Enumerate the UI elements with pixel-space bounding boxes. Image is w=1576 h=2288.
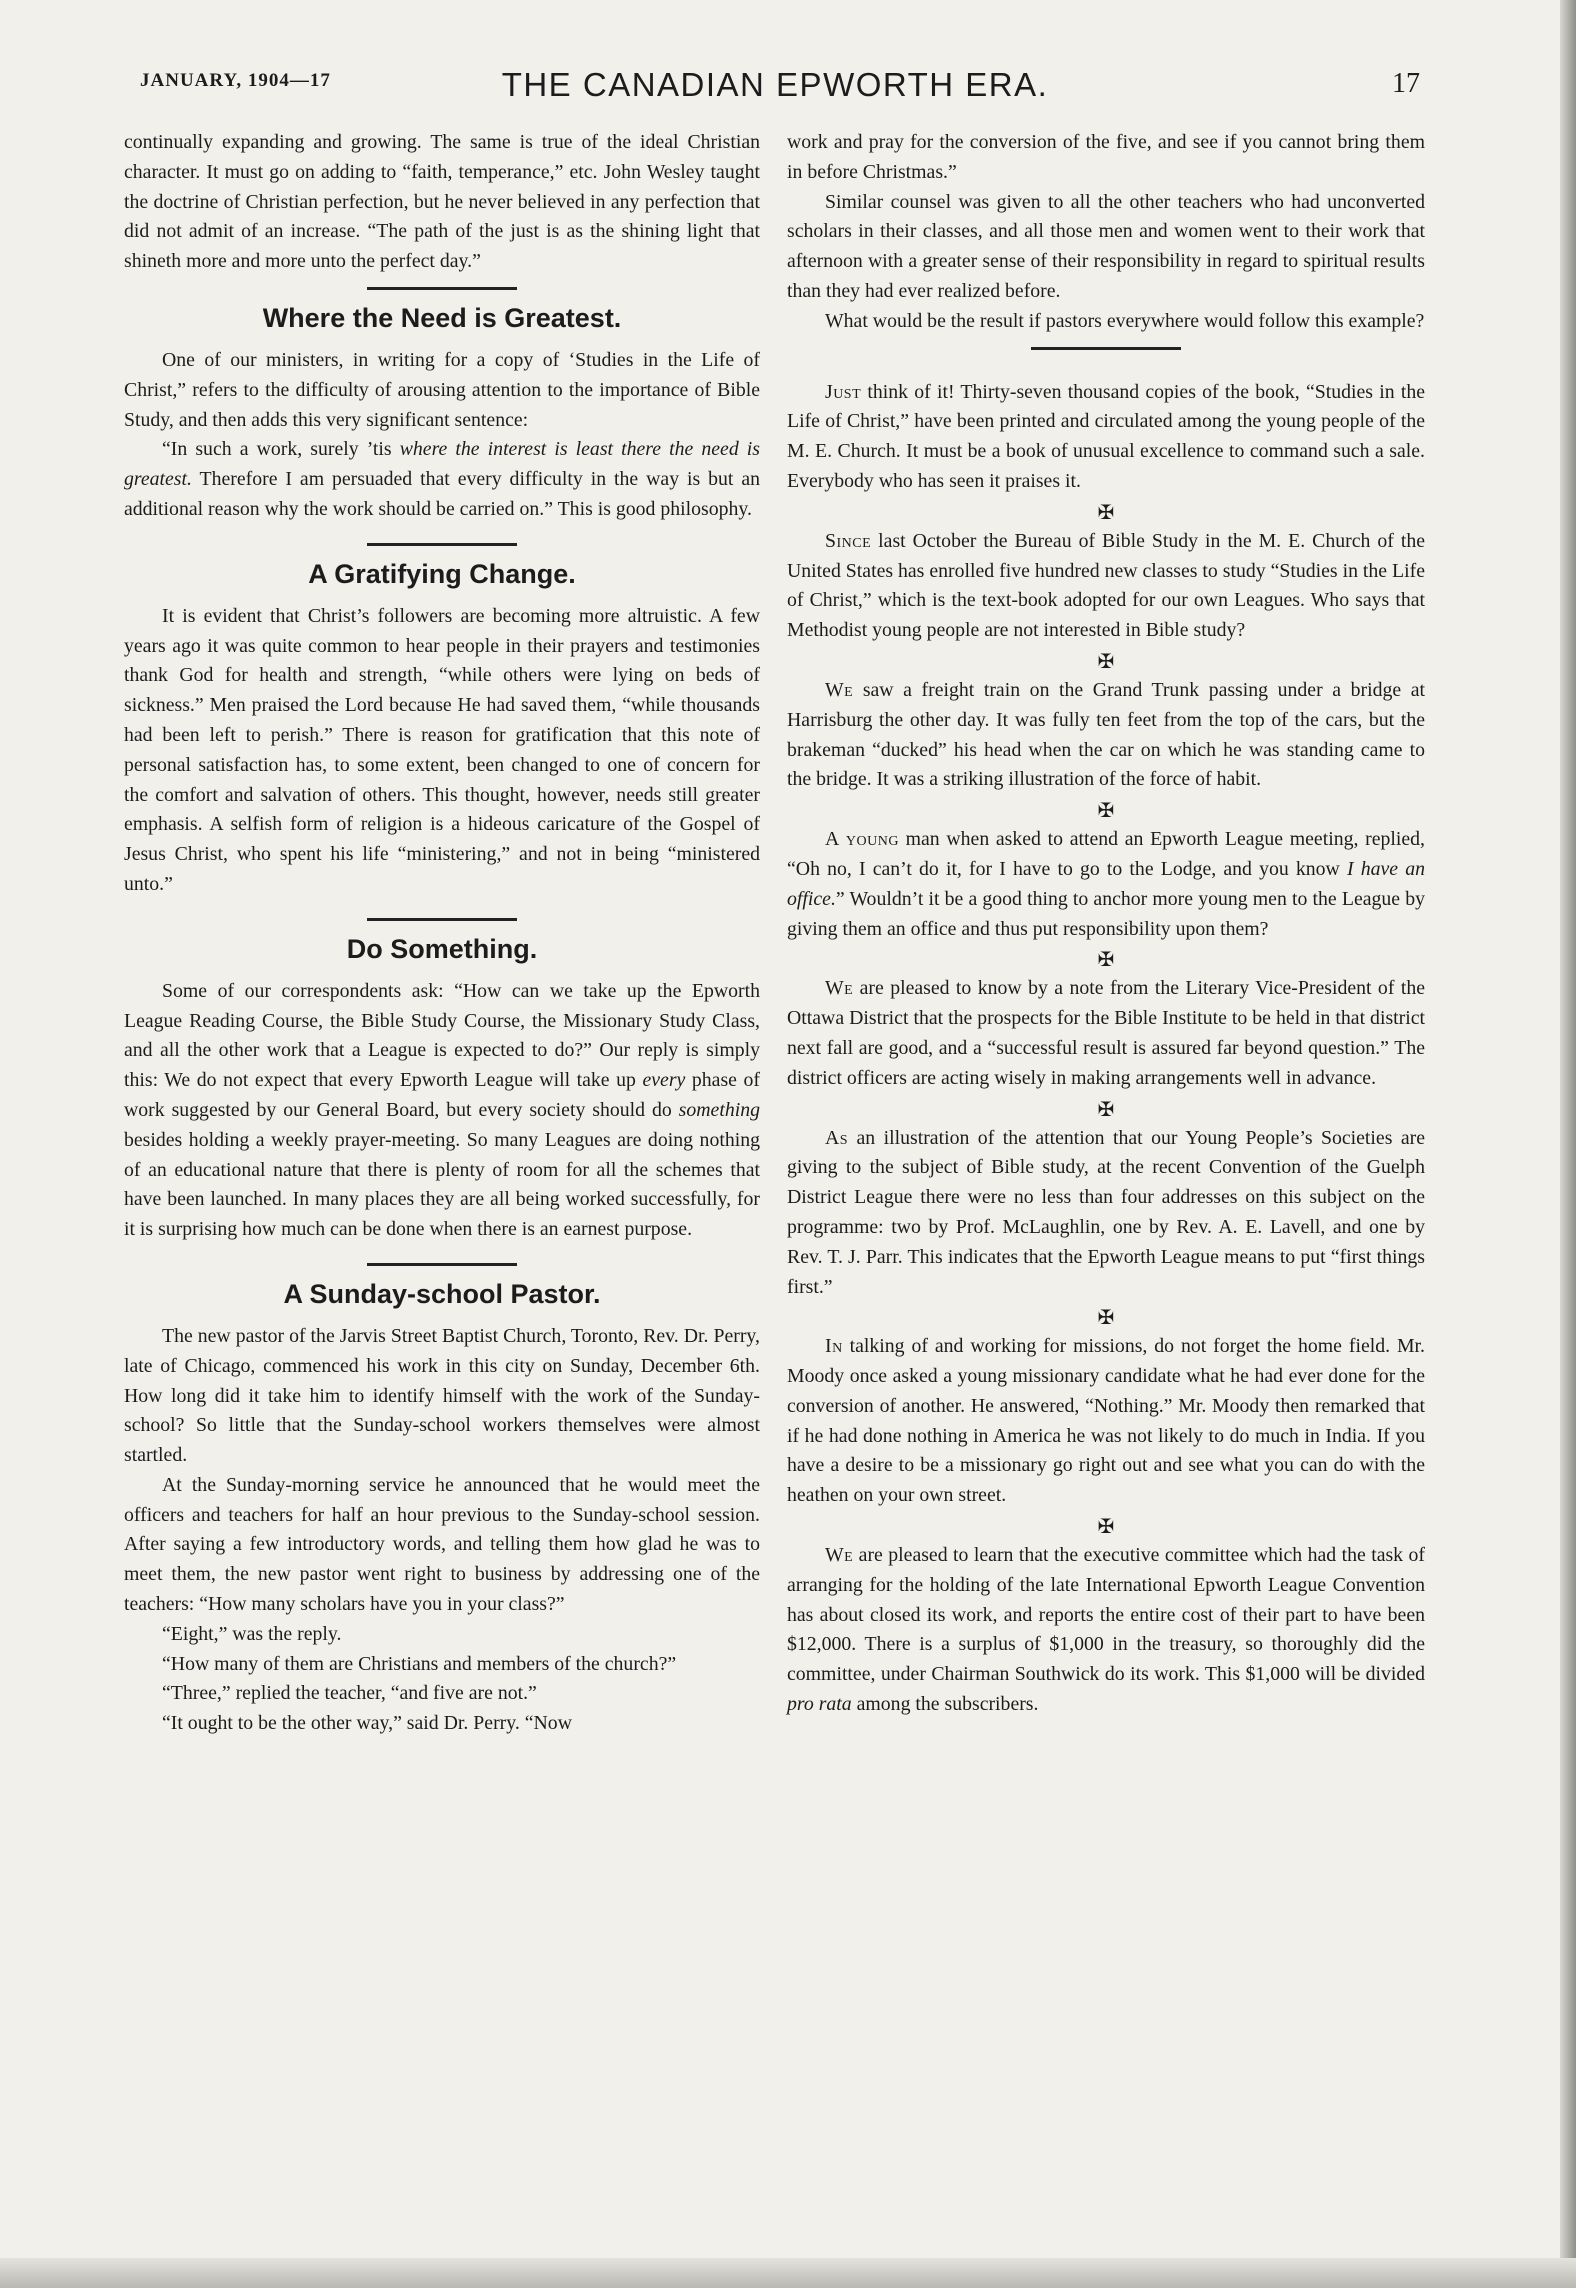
cross-ornament-icon: ✠ — [1097, 648, 1115, 673]
heading-sunday-school-pastor: A Sunday-school Pastor. — [283, 1278, 601, 1309]
paragraph: “Eight,” was the reply. — [162, 1622, 342, 1645]
paragraph: One of our ministers, in writing for a copy of ‘Studies in the Life of Christ,” refers to the difficulty of arousing attention to the importance of Bible Study, and then adds this very significant sentence: — [124, 348, 760, 431]
cross-ornament-icon: ✠ — [1097, 499, 1115, 524]
note-paragraph: We are pleased to learn that the executive committee which had the task of arranging for the holding of the late International Epworth League Convention has about closed its work, and reports the entire cost of their part to have been $12,000. There is a surplus of $1,000 in the treasury, so thoroughly did the committee, under Chairman Southwick do its work. This $1,000 will be divided pro rata among the subscribers. — [787, 1544, 1425, 1716]
note-paragraph: We saw a freight train on the Grand Trunk passing under a bridge at Harrisburg the other day. It was fully ten feet from the top of the cars, but the brakeman “ducked” his head when the car on which he was standing came to the bridge. It was a striking illustration of the force of habit. — [787, 678, 1425, 791]
cross-ornament-icon: ✠ — [1097, 947, 1115, 972]
paragraph: It is evident that Christ’s followers are becoming more altruistic. A few years ago it was quite common to hear people in their prayers and testimonies thank God for health and strength, “while others were lying on beds of sickness.” Men praised the Lord because He had saved them, “while thousands had been left to perish.” There is reason for gratification that this note of personal satisfaction has, to some extent, been changed to one of concern for the comfort and salvation of others. This thought, however, needs still greater emphasis. A selfish form of religion is a hideous caricature of the Gospel of Jesus Christ, who spent his life “ministering,” and not in being “ministered unto.” — [124, 604, 760, 895]
paragraph: What would be the result if pastors everywhere would follow this example? — [825, 309, 1425, 332]
note-paragraph: A young man when asked to attend an Epworth League meeting, replied, “Oh no, I can’t do it, for I have to go to the Lodge, and you know I have an office.” Wouldn’t it be a good thing to anchor more young men to the League by giving them an office and thus put responsibility upon them? — [787, 828, 1425, 940]
note-paragraph: Since last October the Bureau of Bible Study in the M. E. Church of the United States has enrolled five hundred new classes to study “Studies in the Life of Christ,” which is the text-book adopted for our own Leagues. Who says that Methodist young people are not interested in Bible study? — [787, 529, 1425, 642]
left-column — [124, 128, 760, 1739]
paragraph: “It ought to be the other way,” said Dr. Perry. “Now — [162, 1712, 572, 1735]
note-paragraph: We are pleased to know by a note from the Literary Vice-President of the Ottawa District that the prospects for the Bible Institute to be held in that district next fall are good, and a “successful result is assured far beyond question.” The district officers are acting wisely in making arrangements well in advance. — [787, 977, 1425, 1089]
page-header — [130, 66, 1420, 106]
publication-title: THE CANADIAN EPWORTH ERA. — [501, 66, 1049, 103]
cross-ornament-icon: ✠ — [1097, 1514, 1115, 1539]
note-paragraph: As an illustration of the attention that our Young People’s Societies are giving to the subject of Bible study, at the recent Convention of the Guelph District League there were no less than four addresses on this subject on the programme: two by Prof. McLaughlin, one by Rev. A. E. Lavell, and one by Rev. T. J. Parr. This indicates that the Epworth League means to put “first things first.” — [787, 1126, 1425, 1298]
heading-need-greatest: Where the Need is Greatest. — [262, 302, 622, 333]
right-column — [787, 128, 1425, 1720]
scan-edge-right — [1560, 0, 1576, 2288]
heading-gratifying-change: A Gratifying Change. — [308, 558, 576, 589]
paragraph: Some of our correspondents ask: “How can we take up the Epworth League Reading Course, the Bible Study Course, the Missionary Study Class, and all the other work that a League is expected to do?” Our reply is simply this: We do not expect that every Epworth League will take up every phase of work suggested by our General Board, but every society should do something besides holding a weekly prayer-meeting. So many Leagues are doing nothing of an educational nature that there is plenty of room for all the schemes that have been launched. In many places they are all being worked successfully, for it is surprising how much can be done when there is an earnest purpose. — [124, 979, 760, 1241]
heading-do-something: Do Something. — [346, 933, 538, 964]
paragraph: “Three,” replied the teacher, “and five are not.” — [162, 1682, 537, 1705]
paragraph: The new pastor of the Jarvis Street Baptist Church, Toronto, Rev. Dr. Perry, late of Chicago, commenced his work in this city on Sunday, December 6th. How long did it take him to identify himself with the work of the Sunday-school? So little that the Sunday-school workers themselves were almost startled. — [124, 1324, 760, 1467]
note-paragraph: In talking of and working for missions, do not forget the home field. Mr. Moody once asked a young missionary candidate what he had ever done for the conversion of another. He answered, “Nothing.” Mr. Moody then remarked that if he had done nothing in America he was not likely to do much in India. If you have a desire to be a missionary go right out and see what you can do with the heathen on your own street. — [787, 1335, 1425, 1507]
page-number: 17 — [1392, 68, 1420, 99]
paragraph: At the Sunday-morning service he announced that he would meet the officers and teachers for half an hour previous to the Sunday-school session. After saying a few introductory words, and telling them how glad he was to meet them, the new pastor went right to business by addressing one of the teachers: “How many scholars have you in your class?” — [124, 1473, 760, 1616]
paragraph: Similar counsel was given to all the other teachers who had unconverted scholars in their classes, and all those men and women went to their work that afternoon with a greater sense of their responsibility in regard to spiritual results than they had ever realized before. — [787, 190, 1425, 302]
cross-ornament-icon: ✠ — [1097, 1096, 1115, 1121]
cross-ornament-icon: ✠ — [1097, 798, 1115, 823]
scan-edge-bottom — [0, 2258, 1576, 2288]
paragraph-quote: “In such a work, surely ’tis where the interest is least there the need is greatest. Therefore I am persuaded that every difficulty in the way is but an additional reason why the work should be carried on.” This is good philosophy. — [124, 438, 760, 520]
issue-date: JANUARY, 1904—17 — [140, 70, 331, 91]
paragraph: “How many of them are Christians and members of the church?” — [162, 1652, 677, 1675]
intro-paragraph: continually expanding and growing. The same is true of the ideal Christian character. It must go on adding to “faith, temperance,” etc. John Wesley taught the doctrine of Christian perfection, but he never believed in any perfection that did not admit of an increase. “The path of the just is as the shining light that shineth more and more unto the perfect day.” — [124, 131, 760, 273]
cross-ornament-icon: ✠ — [1097, 1305, 1115, 1330]
paragraph-continued: work and pray for the conversion of the five, and see if you cannot bring them in before Christmas.” — [787, 131, 1425, 183]
note-paragraph: Just think of it! Thirty-seven thousand copies of the book, “Studies in the Life of Christ,” have been printed and circulated among the young people of the M. E. Church. It must be a book of unusual excellence to command such a sale. Everybody who has seen it praises it. — [787, 380, 1425, 492]
